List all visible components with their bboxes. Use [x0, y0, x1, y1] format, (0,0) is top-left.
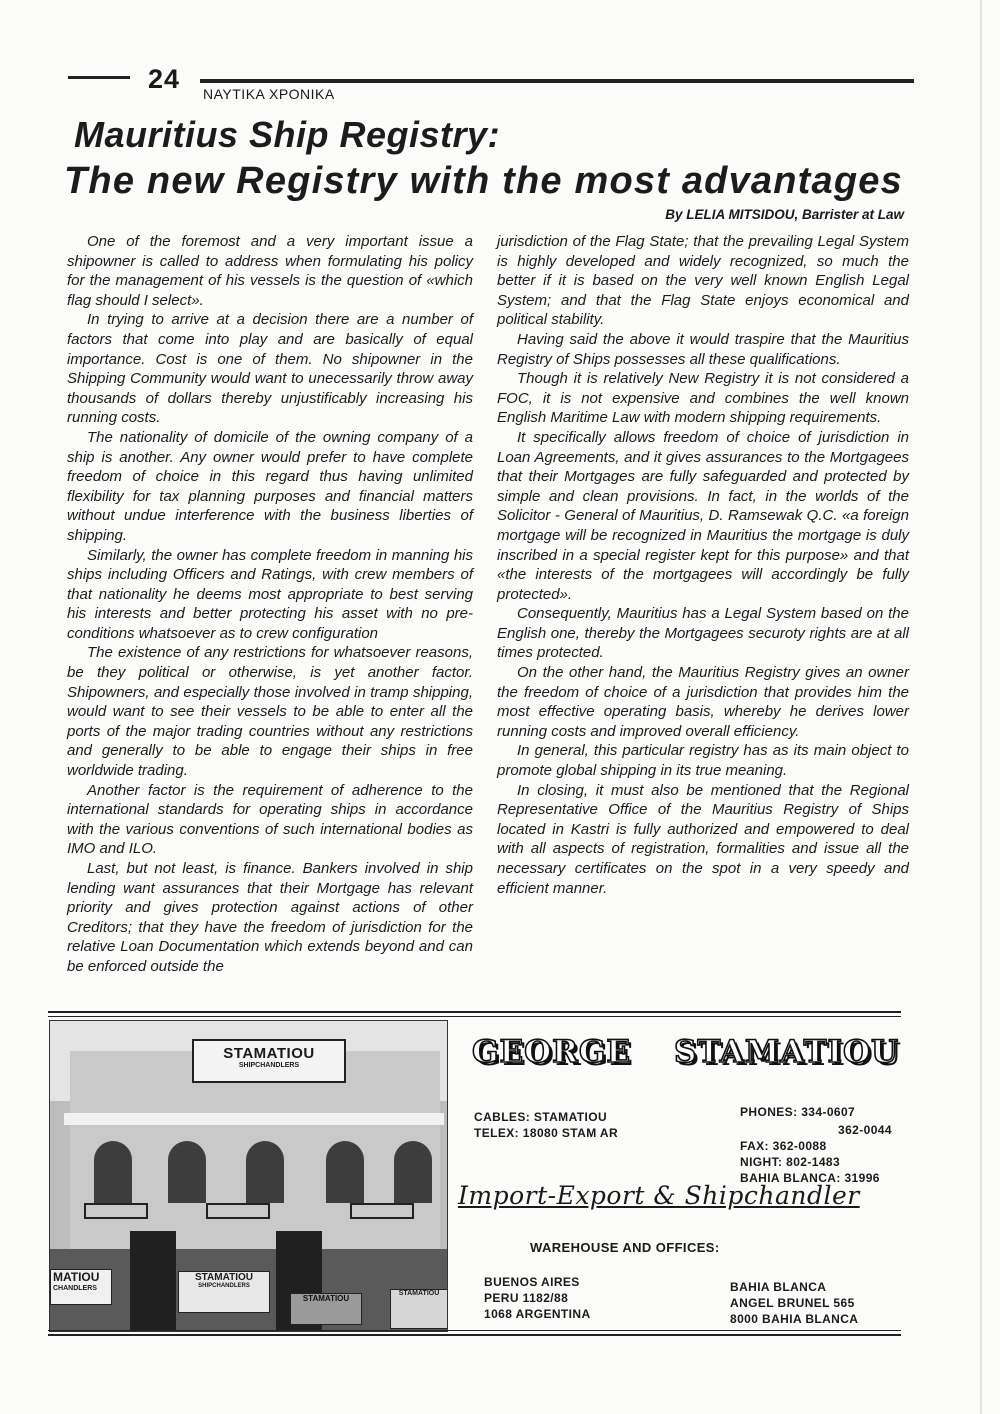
- article-column-left: [67, 232, 473, 977]
- paragraph: In general, this particular registry has as its main object to promote global shipping in its true meaning.: [497, 742, 909, 780]
- phones-line: PHONES: 334-0607: [740, 1105, 856, 1119]
- photo-window: [394, 1141, 432, 1203]
- paragraph: One of the foremost and a very important issue a shipowner is called to address when formulating his policy for the management of his vessels is the question of «which flag should I select».: [67, 233, 473, 309]
- header-rule-left: [68, 76, 130, 79]
- paragraph: It specifically allows freedom of choice of jurisdiction in Loan Agreements, and it gives assurances to the Mortgagees that their Mortgages are fully safeguarded and protected by simple and clean provisions. In fact, in the worlds of the Solicitor - General of Mauritius, D. Ramsewak Q.C. «a foreign mortgage will be recognized in Mauritius the mortgage is duly inscribed in a special register kept for this purpose» and that «the interests of the mortgagees will accordingly be fully protected».: [497, 428, 909, 603]
- magazine-name: ΝΑΥΤΙΚΑ ΧΡΟΝΙΚΑ: [203, 86, 335, 102]
- office-bb-line-1: BAHIA BLANCA: [730, 1280, 827, 1294]
- paragraph: The nationality of domicile of the owning company of a ship is another. Any owner would prefer to have complete freedom of choice in this regard thus having unlimited flexibility for tax planning purposes and financial matters without undue interference with the business liberties of shipping.: [67, 428, 473, 544]
- paragraph: Another factor is the requirement of adherence to the international standards for operating ships in accordance with the various conventions of such international bodies as IMO and ILO.: [67, 781, 473, 858]
- side-sign: [50, 1269, 112, 1305]
- truck-2: [290, 1293, 362, 1325]
- truck-3-label: STAMATIOU: [398, 1290, 440, 1297]
- shop-sign-main: STAMATIOU: [223, 1045, 315, 1062]
- photo-window: [94, 1141, 132, 1203]
- paragraph: Last, but not least, is finance. Bankers involved in ship lending want assurances that their Mortgage has relevant priority and gives protection against actions of other Creditors; that they have the freedom of jurisdiction for the relative Loan Documentation which extends beyond and can be enforced outside the: [67, 860, 473, 975]
- truck-label: STAMATIOU: [195, 1272, 253, 1283]
- photo-balcony: [350, 1203, 414, 1219]
- paragraph: Having said the above it would traspire that the Mauritius Registry of Ships possesses all these qualifications.: [497, 330, 909, 368]
- bahia-phone-line: BAHIA BLANCA: 31996: [740, 1171, 880, 1185]
- office-ba-line-2: PERU 1182/88: [484, 1291, 569, 1305]
- paragraph: The existence of any restrictions for whatsoever reasons, be they political or otherwise, is yet another factor. Shipowners, and especially those involved in tramp shipping, would want to see their vessels to be able to enter all the ports of the major trading countries without any restrictions and generally to be able to engage their ships in free worldwide trading.: [67, 644, 473, 780]
- paragraph: jurisdiction of the Flag State; that the prevailing Legal System is highly developed and widely recognized, so much the better if it is based on the very well known English Legal System; and that the Flag State enjoys economical and political stability.: [497, 233, 909, 329]
- tagline: Import-Export & Shipchandler: [458, 1181, 860, 1210]
- office-ba-line-1: BUENOS AIRES: [484, 1275, 580, 1289]
- page-number: 24: [148, 64, 181, 94]
- ad-rule-bottom: [48, 1334, 901, 1336]
- article-column-right: [497, 232, 909, 898]
- phones-line-2: 362-0044: [838, 1123, 892, 1137]
- photo-window: [246, 1141, 284, 1203]
- page-edge: [980, 0, 982, 1414]
- paragraph: Consequently, Mauritius has a Legal System based on the English one, thereby the Mortgagees securoty rights are at all times protected.: [497, 605, 909, 662]
- photo-window: [326, 1141, 364, 1203]
- photo-cornice: [64, 1113, 444, 1125]
- paragraph: Similarly, the owner has complete freedom in manning his ships including Officers and Ratings, with crew members of that nationality he deems most appropriate to best serving his interests and better protecting his asset with no pre-conditions whatsoever as to crew configuration: [67, 546, 473, 642]
- photo-balcony: [84, 1203, 148, 1219]
- office-bb-line-3: 8000 BAHIA BLANCA: [730, 1312, 859, 1326]
- logo-stamatiou: STAMATIOU: [674, 1034, 900, 1070]
- warehouse-heading: WAREHOUSE AND OFFICES:: [530, 1240, 720, 1255]
- office-bb-line-2: ANGEL BRUNEL 565: [730, 1296, 855, 1310]
- header-rule-right: [200, 79, 914, 83]
- truck-sublabel: SHIPCHANDLERS: [198, 1283, 250, 1289]
- paragraph: In trying to arrive at a decision there are a number of factors that come into play and are basically of equal importance. Cost is one of them. No shipowner in the Shipping Community would want to unecessarily throw away thousands of dollars thereby unjustificably increasing his running costs.: [67, 311, 473, 427]
- ad-rule-top-thin: [48, 1016, 901, 1017]
- article-title-line-2: The new Registry with the most advantages: [64, 160, 903, 202]
- photo-window: [168, 1141, 206, 1203]
- logo-george: GEORGE: [472, 1034, 631, 1070]
- side-sign-main: MATIOU: [53, 1270, 100, 1284]
- truck: [178, 1271, 270, 1313]
- shop-sign: [192, 1039, 346, 1083]
- side-sign-sub: CHANDLERS: [53, 1285, 97, 1292]
- cables-line: CABLES: STAMATIOU: [474, 1110, 608, 1124]
- paragraph: In closing, it must also be mentioned that the Regional Representative Office of the Mauritius Registry of Ships located in Kastri is fully authorized and empowered to deal with all aspects of registration, formalities and issue all the necessary certificates on the spot in a very speedy and efficient manner.: [497, 781, 909, 897]
- paragraph: Though it is relatively New Registry it is not considered a FOC, it is not expensive and combines the well known English Maritime Law with modern shipping requirements.: [497, 370, 909, 427]
- ad-rule-top: [48, 1011, 901, 1013]
- fax-line: FAX: 362-0088: [740, 1139, 827, 1153]
- shop-sign-sub: SHIPCHANDLERS: [238, 1062, 300, 1069]
- ad-rule-bottom-thin: [48, 1330, 901, 1331]
- truck-2-label: STAMATIOU: [302, 1294, 350, 1303]
- shop-photo: [49, 1020, 448, 1332]
- article-title-line-1: Mauritius Ship Registry:: [74, 114, 501, 155]
- night-line: NIGHT: 802-1483: [740, 1155, 841, 1169]
- telex-line: TELEX: 18080 STAM AR: [474, 1126, 619, 1140]
- office-ba-line-3: 1068 ARGENTINA: [484, 1307, 591, 1321]
- paragraph: On the other hand, the Mauritius Registry gives an owner the freedom of choice of a jurisdiction that provides him the most effective operating basis, whereby he derives lower running costs and improved overall efficiency.: [497, 664, 909, 740]
- photo-balcony: [206, 1203, 270, 1219]
- photo-door: [130, 1231, 176, 1331]
- truck-3: [390, 1289, 448, 1329]
- article-byline: By LELIA MITSIDOU, Barrister at Law: [665, 207, 904, 222]
